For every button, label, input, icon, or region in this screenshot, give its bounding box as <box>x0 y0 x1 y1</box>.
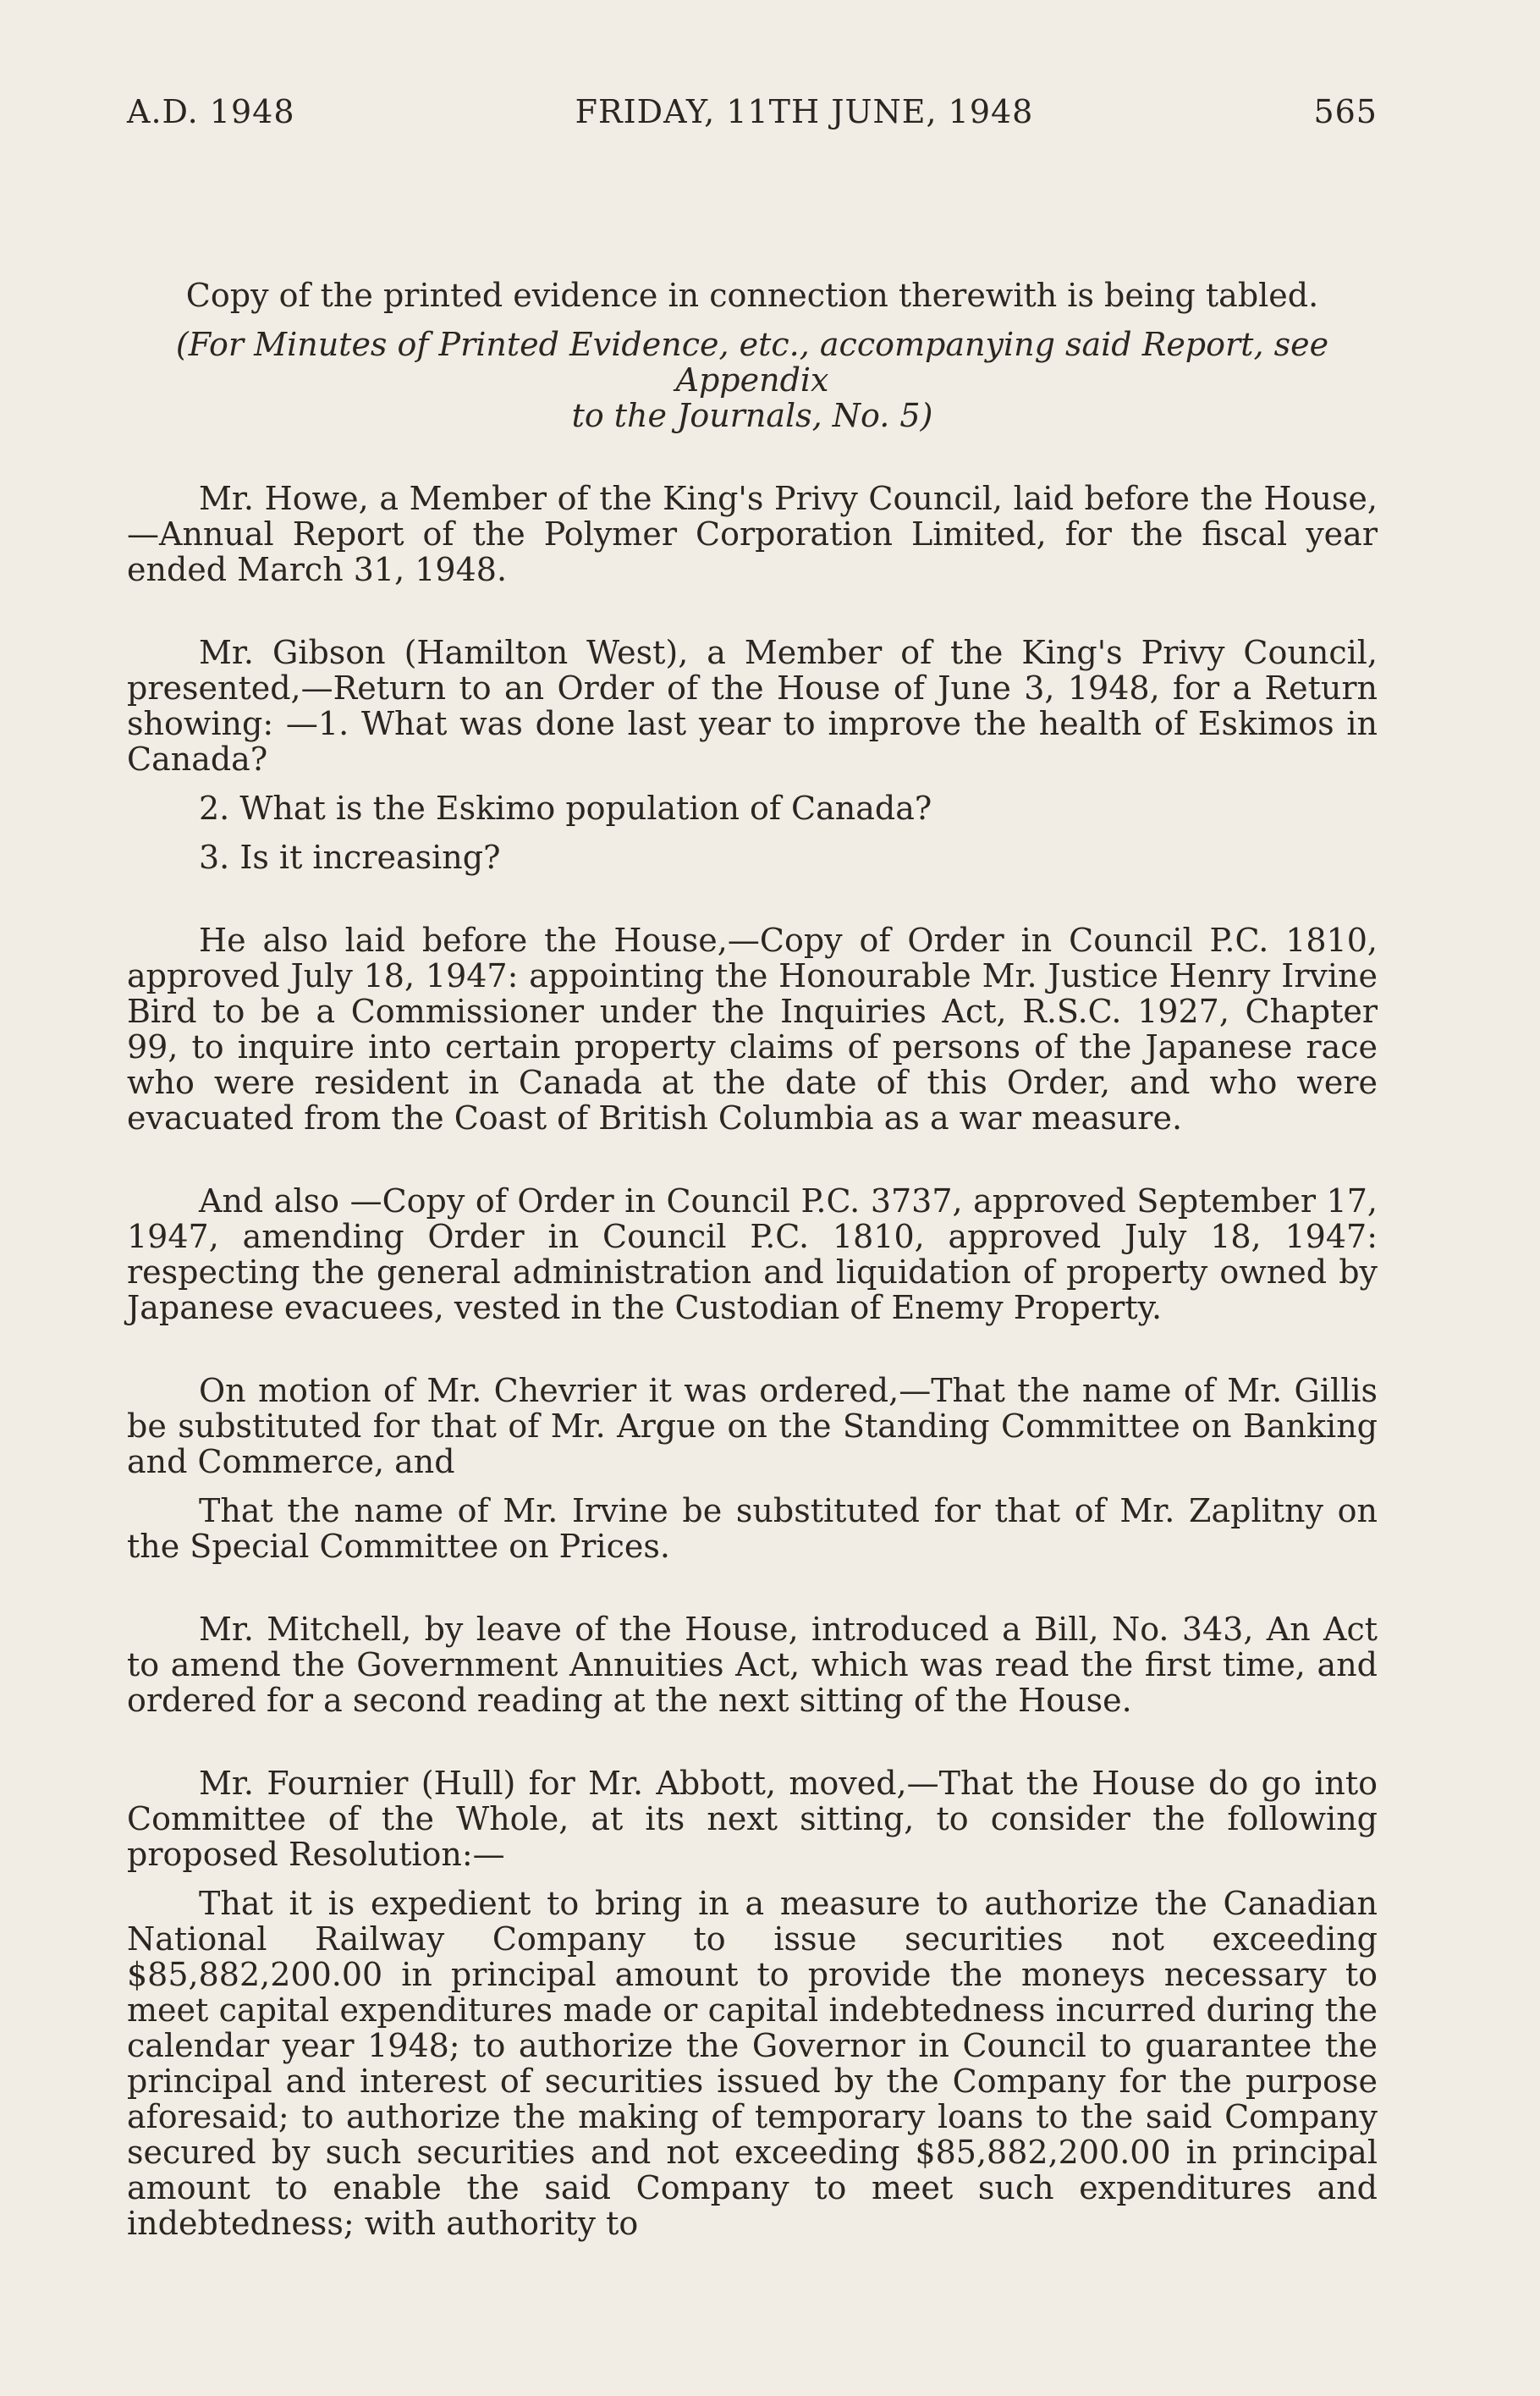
page-body <box>127 278 1378 2241</box>
gibson-paragraph: Mr. Gibson (Hamilton West), a Member of the King's Privy Council, presented,—Return to an Order of the House of June 3, 1948, for a Return showing: —1. What was done last year to improve the health of Eskimos in Canada? <box>127 634 1378 778</box>
journal-page <box>127 93 1378 2241</box>
appendix-note-line-2: to the Journals, No. 5) <box>571 397 933 434</box>
irvine-paragraph: That the name of Mr. Irvine be substituted for that of Mr. Zaplitny on the Special Committee on Prices. <box>127 1492 1378 1565</box>
page-number: 565 <box>1313 93 1378 130</box>
chevrier-paragraph: On motion of Mr. Chevrier it was ordered,—That the name of Mr. Gillis be substituted for that of Mr. Argue on the Standing Committee on Banking and Commerce, and <box>127 1372 1378 1480</box>
order-3737-paragraph: And also —Copy of Order in Council P.C. 3737, approved September 17, 1947, amending Order in Council P.C. 1810, approved July 18, 1947: respecting the general administration and liquidation of property owned by Japanese evacuees, vested in the Custodian of Enemy Property. <box>127 1182 1378 1326</box>
mitchell-paragraph: Mr. Mitchell, by leave of the House, introduced a Bill, No. 343, An Act to amend the Government Annuities Act, which was read the first time, and ordered for a second reading at the next sitting of the House. <box>127 1611 1378 1719</box>
running-head <box>127 93 1378 144</box>
resolution-paragraph: That it is expedient to bring in a measure to authorize the Canadian National Railway Company to issue securities not exceeding $85,882,200.00 in principal amount to provide the moneys necessary to meet capital expenditures made or capital indebtedness incurred during the calendar year 1948; to authorize the Governor in Council to guarantee the principal and interest of securities issued by the Company for the purpose aforesaid; to authorize the making of temporary loans to the said Company secured by such securities and not exceeding $85,882,200.00 in principal amount to enable the said Company to meet such expenditures and indebtedness; with authority to <box>127 1885 1378 2242</box>
fournier-paragraph: Mr. Fournier (Hull) for Mr. Abbott, moved,—That the House do go into Committee of the Whole, at its next sitting, to consider the following proposed Resolution:— <box>127 1765 1378 1873</box>
header-year: A.D. 1948 <box>127 93 295 130</box>
order-1810-paragraph: He also laid before the House,—Copy of Order in Council P.C. 1810, approved July 18, 1947: appointing the Honourable Mr. Justice Henry Irvine Bird to be a Commissioner under the Inquiries Act, R.S.C. 1927, Chapter 99, to inquire into certain property claims of persons of the Japanese race who were resident in Canada at the date of this Order, and who were evacuated from the Coast of British Columbia as a war measure. <box>127 922 1378 1137</box>
header-date: FRIDAY, 11TH JUNE, 1948 <box>575 93 1034 130</box>
gibson-question-3: 3. Is it increasing? <box>199 839 501 876</box>
gibson-question-2: 2. What is the Eskimo population of Canada? <box>199 790 932 827</box>
copy-evidence-line: Copy of the printed evidence in connection therewith is being tabled. <box>185 277 1319 314</box>
appendix-note-line-1: (For Minutes of Printed Evidence, etc., accompanying said Report, see Appendix <box>175 326 1329 399</box>
howe-paragraph: Mr. Howe, a Member of the King's Privy Council, laid before the House,—Annual Report of the Polymer Corporation Limited, for the fiscal year ended March 31, 1948. <box>127 480 1378 588</box>
